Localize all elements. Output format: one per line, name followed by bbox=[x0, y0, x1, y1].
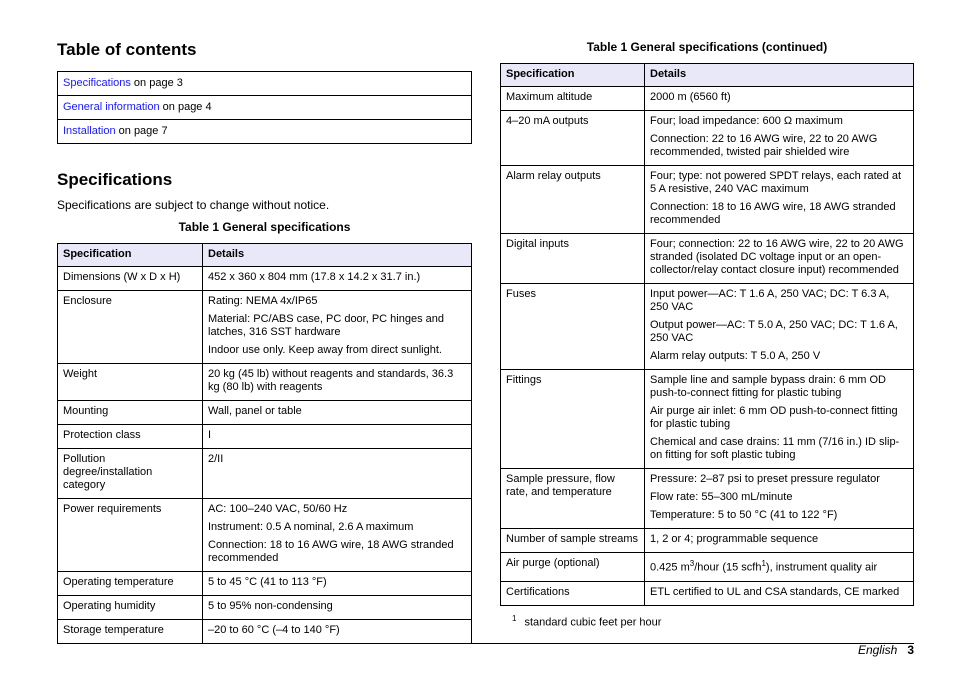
detail-line: Four; type: not powered SPDT relays, each rated at 5 A resistive, 240 VAC maximum bbox=[650, 170, 902, 195]
spec-name-cell: 4–20 mA outputs bbox=[501, 111, 645, 166]
details-cell bbox=[645, 284, 914, 370]
detail-line: Pressure: 2–87 psi to preset pressure regulator bbox=[650, 473, 880, 485]
spec-name-cell: Alarm relay outputs bbox=[501, 166, 645, 234]
column-header-specification: Specification bbox=[501, 64, 645, 87]
details-cell bbox=[645, 529, 914, 553]
detail-line: Flow rate: 55–300 mL/minute bbox=[650, 491, 793, 503]
detail-text: /hour (15 scfh bbox=[694, 561, 762, 574]
intro-text: Specifications are subject to change without notice. bbox=[57, 198, 330, 212]
table-row bbox=[58, 425, 472, 449]
details-cell bbox=[203, 596, 472, 620]
detail-text: 0.425 m bbox=[650, 561, 690, 574]
table-row bbox=[501, 87, 914, 111]
table-row bbox=[58, 401, 472, 425]
spec-name-cell: Weight bbox=[58, 364, 203, 401]
spec-name-cell: Protection class bbox=[58, 425, 203, 449]
table-row bbox=[58, 620, 472, 644]
spec-table-continued bbox=[500, 63, 914, 606]
details-cell bbox=[645, 370, 914, 469]
table-row bbox=[501, 553, 914, 582]
superscript: 3 bbox=[689, 559, 695, 568]
table-row bbox=[58, 499, 472, 572]
table-row bbox=[501, 111, 914, 166]
spec-name-cell: Fuses bbox=[501, 284, 645, 370]
details-cell bbox=[203, 291, 472, 364]
spec-name-cell: Pollution degree/installation category bbox=[58, 449, 203, 499]
details-cell bbox=[645, 166, 914, 234]
spec-name-cell: Sample pressure, flow rate, and temperature bbox=[501, 469, 645, 529]
detail-line: Connection: 18 to 16 AWG wire, 18 AWG stranded recommended bbox=[208, 539, 454, 564]
detail-line: 5 to 95% non-condensing bbox=[208, 600, 333, 612]
detail-line: ETL certified to UL and CSA standards, CE marked bbox=[650, 585, 900, 598]
detail-line bbox=[650, 557, 908, 575]
section-title: Specifications bbox=[57, 170, 173, 189]
table-row bbox=[58, 572, 472, 596]
details-cell bbox=[203, 449, 472, 499]
detail-line: Material: PC/ABS case, PC door, PC hinges and latches, 316 SST hardware bbox=[208, 313, 445, 338]
toc-page-ref: on page 3 bbox=[130, 76, 183, 89]
toc-table bbox=[57, 71, 472, 144]
footer-divider bbox=[57, 643, 914, 644]
detail-line: Four; load impedance: 600 Ω maximum bbox=[650, 115, 843, 127]
footnote-mark: 1 bbox=[512, 613, 517, 623]
details-cell bbox=[203, 401, 472, 425]
detail-line: Air purge air inlet: 6 mm OD push-to-connect fitting for plastic tubing bbox=[650, 405, 898, 430]
detail-line: 2/II bbox=[208, 453, 224, 465]
toc-link-specifications[interactable]: Specifications bbox=[63, 76, 131, 89]
details-cell bbox=[645, 553, 914, 582]
details-cell bbox=[645, 469, 914, 529]
detail-line: Sample line and sample bypass drain: 6 mm OD push-to-connect fitting for plastic tubing bbox=[650, 374, 886, 399]
toc-entry bbox=[58, 72, 472, 96]
column-header-details: Details bbox=[645, 64, 914, 87]
table-row bbox=[501, 284, 914, 370]
detail-line: Output power—AC: T 5.0 A, 250 VAC; DC: T 1.6 A, 250 VAC bbox=[650, 319, 898, 344]
details-cell bbox=[203, 572, 472, 596]
detail-line: Input power—AC: T 1.6 A, 250 VAC; DC: T 6.3 A, 250 VAC bbox=[650, 288, 890, 313]
right-column bbox=[500, 40, 914, 628]
toc-link-installation[interactable]: Installation bbox=[63, 124, 116, 137]
detail-line: Wall, panel or table bbox=[208, 405, 302, 417]
spec-name-cell: Power requirements bbox=[58, 499, 203, 572]
detail-line: AC: 100–240 VAC, 50/60 Hz bbox=[208, 503, 348, 515]
spec-name-cell: Mounting bbox=[58, 401, 203, 425]
spec-table bbox=[57, 243, 472, 644]
table-caption-continued: Table 1 General specifications (continued) bbox=[586, 40, 828, 54]
column-header-details: Details bbox=[203, 244, 472, 267]
detail-line: Connection: 22 to 16 AWG wire, 22 to 20 AWG recommended, twisted pair shielded wire bbox=[650, 133, 878, 158]
detail-line: 452 x 360 x 804 mm (17.8 x 14.2 x 31.7 in.) bbox=[208, 271, 421, 283]
detail-line: Alarm relay outputs: T 5.0 A, 250 V bbox=[650, 350, 821, 362]
footer-language: English bbox=[857, 643, 898, 657]
column-header-specification: Specification bbox=[58, 244, 203, 267]
table-row bbox=[58, 364, 472, 401]
spec-name-cell: Enclosure bbox=[58, 291, 203, 364]
footnote-text: standard cubic feet per hour bbox=[524, 616, 662, 629]
table-row bbox=[58, 267, 472, 291]
footnote bbox=[512, 614, 914, 629]
details-cell bbox=[203, 364, 472, 401]
toc-page-ref: on page 7 bbox=[115, 124, 168, 137]
spec-name-cell: Dimensions (W x D x H) bbox=[58, 267, 203, 291]
table-row bbox=[58, 596, 472, 620]
detail-text: ), instrument quality air bbox=[765, 561, 878, 574]
details-cell bbox=[645, 87, 914, 111]
table-header-row bbox=[501, 64, 914, 87]
details-cell bbox=[203, 499, 472, 572]
spec-name-cell: Number of sample streams bbox=[501, 529, 645, 553]
toc-entry bbox=[58, 96, 472, 120]
spec-name-cell: Fittings bbox=[501, 370, 645, 469]
table-row bbox=[501, 581, 914, 605]
detail-line: 1, 2 or 4; programmable sequence bbox=[650, 533, 819, 545]
superscript: 1 bbox=[761, 559, 766, 568]
toc-page-ref: on page 4 bbox=[159, 100, 212, 113]
spec-name-cell: Air purge (optional) bbox=[501, 553, 645, 582]
detail-line: 20 kg (45 lb) without reagents and standards, 36.3 kg (80 lb) with reagents bbox=[208, 368, 454, 393]
table-row bbox=[501, 234, 914, 284]
spec-name-cell: Certifications bbox=[501, 581, 645, 605]
detail-line: 5 to 45 °C (41 to 113 °F) bbox=[208, 576, 327, 588]
table-row bbox=[501, 370, 914, 469]
details-cell bbox=[645, 581, 914, 605]
table-caption: Table 1 General specifications bbox=[178, 220, 351, 234]
page-footer bbox=[858, 643, 914, 657]
table-header-row bbox=[58, 244, 472, 267]
detail-line: Connection: 18 to 16 AWG wire, 18 AWG stranded recommended bbox=[650, 201, 896, 226]
page-number: 3 bbox=[907, 643, 914, 657]
details-cell bbox=[203, 267, 472, 291]
spec-name-cell: Maximum altitude bbox=[501, 87, 645, 111]
details-cell bbox=[203, 620, 472, 644]
detail-line: 2000 m (6560 ft) bbox=[650, 91, 731, 103]
toc-entry bbox=[58, 120, 472, 144]
detail-line: I bbox=[208, 429, 212, 441]
table-row bbox=[58, 291, 472, 364]
table-row bbox=[58, 449, 472, 499]
toc-link-general-information[interactable]: General information bbox=[63, 100, 160, 113]
left-column bbox=[57, 38, 472, 644]
detail-line: –20 to 60 °C (–4 to 140 °F) bbox=[208, 624, 340, 636]
spec-name-cell: Storage temperature bbox=[58, 620, 203, 644]
spec-name-cell: Operating humidity bbox=[58, 596, 203, 620]
details-cell bbox=[645, 111, 914, 166]
table-row bbox=[501, 469, 914, 529]
detail-line: Instrument: 0.5 A nominal, 2.6 A maximum bbox=[208, 521, 414, 533]
spec-name-cell: Operating temperature bbox=[58, 572, 203, 596]
details-cell bbox=[645, 234, 914, 284]
detail-line: Indoor use only. Keep away from direct sunlight. bbox=[208, 344, 442, 356]
detail-line: Rating: NEMA 4x/IP65 bbox=[208, 295, 318, 307]
table-row bbox=[501, 529, 914, 553]
detail-line: Four; connection: 22 to 16 AWG wire, 22 to 20 AWG stranded (isolated DC voltage input or an open-collector/relay contact closure input) recommended bbox=[650, 238, 904, 276]
spec-name-cell: Digital inputs bbox=[501, 234, 645, 284]
toc-title: Table of contents bbox=[57, 40, 197, 59]
details-cell bbox=[203, 425, 472, 449]
table-row bbox=[501, 166, 914, 234]
detail-line: Chemical and case drains: 11 mm (7/16 in.) ID slip-on fitting for soft plastic tubing bbox=[650, 436, 900, 461]
detail-line: Temperature: 5 to 50 °C (41 to 122 °F) bbox=[650, 509, 838, 521]
